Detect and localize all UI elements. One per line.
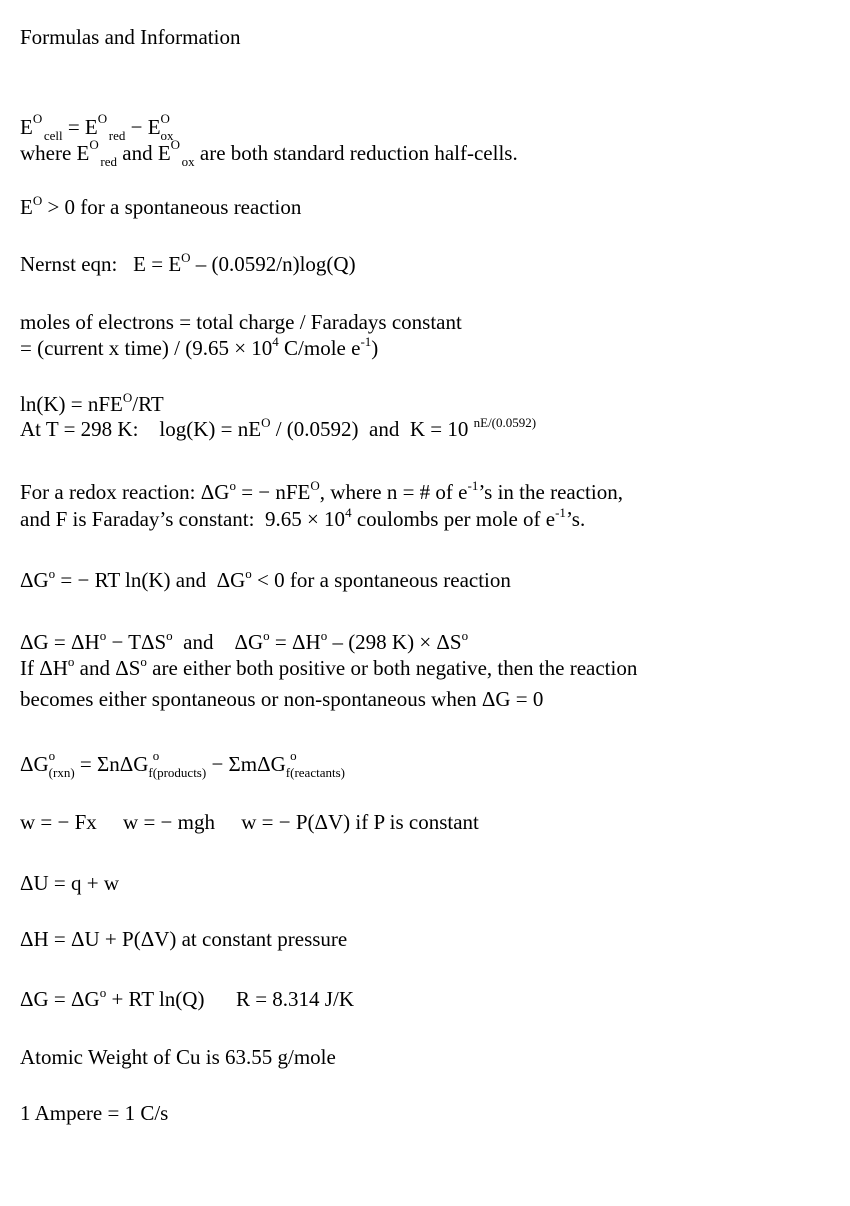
ampere-definition: 1 Ampere = 1 C/s [20, 1101, 169, 1125]
gibbs-q-formula: $\Delta G = \Delta G^o$ + RT ln(Q) R = 8.314 J/K [20, 985, 354, 1011]
internal-energy-formula: ΔU = q + w [20, 871, 120, 895]
current-time-formula: = (current x time) / ($9.65 \times 10^4$ C/mole $e^{-1}$) [20, 334, 379, 360]
sign-condition-line1: If $\Delta H^o$ and $\Delta S^o$ are either both positive or both negative, then the reaction [20, 654, 638, 680]
gibbs-equilibrium: $\Delta G^o$ = − RT ln(K) and $\Delta G^o < 0$ for a spontaneous reaction [20, 566, 511, 592]
half-cells-note: where E O $_{red}$ and E O $_{ox}$ are both standard reduction half-cells. [20, 137, 518, 169]
gibbs-reaction-formula: ΔG o $_{(rxn)}$ = ΣnΔG$_f$ o $_{(products)}$ − ΣmΔG$_f$ o $_{(reactants)}$ [20, 748, 345, 780]
redox-free-energy: For a redox reaction: $\Delta G^o$ = − nFE$^O$, where n = # of $e^{-1}’s$ in the reaction, [20, 478, 623, 504]
log-k-formula: At T = 298 K: $\log(K) = nE^O / (0.0592)$ and K = 10 $^{nE/(0.0592)}$ [20, 415, 537, 441]
cell-potential-formula: E O $_{cell}$ = E O $_{red}$ − E O $_{ox}$ [20, 111, 174, 143]
enthalpy-formula: ΔH = ΔU + P(ΔV) at constant pressure [20, 927, 348, 951]
spontaneous-potential: $E^O > 0$ for a spontaneous reaction [20, 193, 302, 219]
page-title: Formulas and Information [20, 25, 241, 49]
gibbs-enthalpy-entropy: $\Delta G = \Delta H^o - T\Delta S^o$ and $\Delta G^o = \Delta H^o - (298$ $K) \times \Delta S^o$ [20, 628, 469, 654]
ln-k-formula: ln(K) = nFE$^O$/RT [20, 390, 164, 416]
sign-condition-line2: becomes either spontaneous or non-spontaneous when ΔG = 0 [20, 687, 544, 711]
work-formulas: w = − Fx w = − mgh w = − P(ΔV) if P is constant [20, 810, 479, 834]
moles-electrons-formula: moles of electrons = total charge / Faradays constant [20, 310, 462, 334]
copper-atomic-weight: Atomic Weight of Cu is 63.55 g/mole [20, 1045, 336, 1069]
nernst-equation: Nernst eqn: $E = E^O - (0.0592/n)\log(Q)$ [20, 250, 356, 276]
faraday-constant-note: and F is Faraday’s constant: $9.65 \times 10^4$ coulombs per mole of $e^{-1}’s$. [20, 505, 586, 531]
